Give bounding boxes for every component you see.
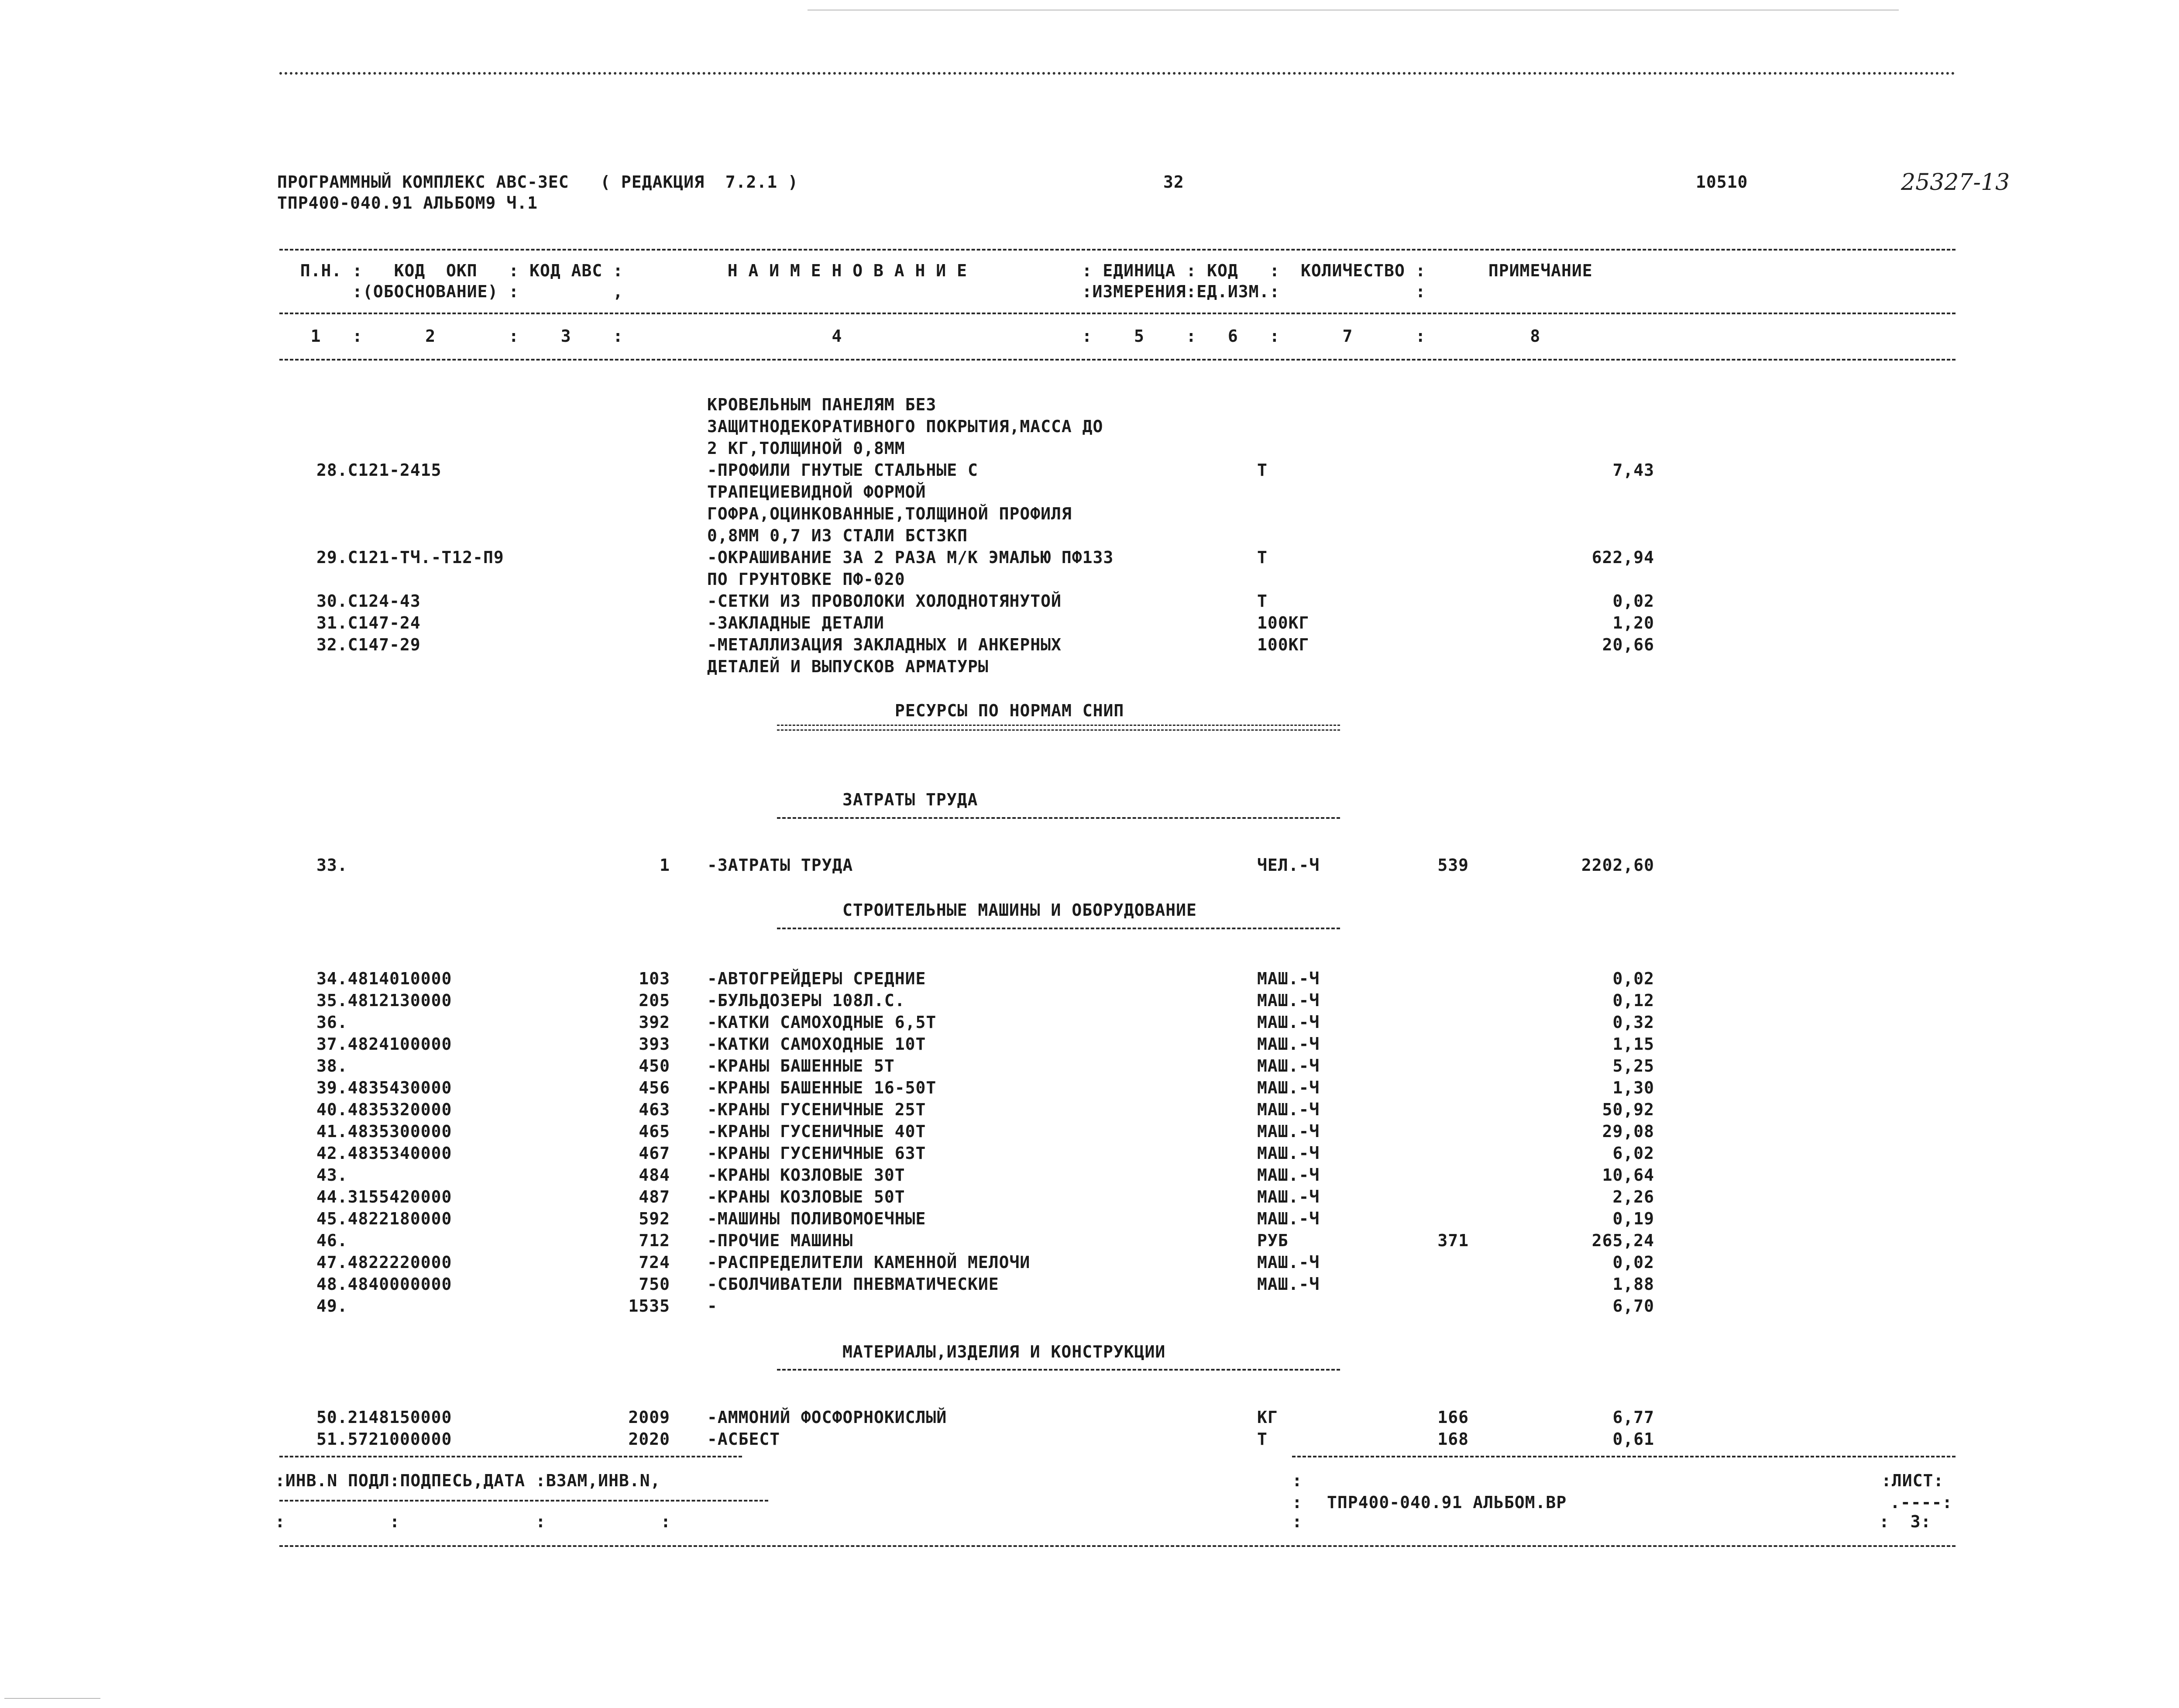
description-line: 2 КГ,ТОЛЩИНОЙ 0,8ММ	[707, 439, 905, 458]
quantity: 2,26	[1612, 1187, 1654, 1206]
header-rule-mid	[279, 313, 1956, 314]
row-number: 35.4812130000	[316, 991, 452, 1010]
item-name: -СБОЛЧИВАТЕЛИ ПНЕВМАТИЧЕСКИЕ	[707, 1275, 999, 1294]
quantity: 20,66	[1602, 635, 1654, 654]
abc-code: 487	[639, 1187, 670, 1206]
sheet-label: :ЛИСТ:	[1881, 1471, 1944, 1490]
unit: МАШ.-Ч	[1257, 1078, 1320, 1097]
row-number: 30.С124-43	[316, 591, 421, 611]
abc-code: 456	[639, 1078, 670, 1097]
header-rule-top	[279, 249, 1956, 251]
unit: МАШ.-Ч	[1257, 991, 1320, 1010]
unit: МАШ.-Ч	[1257, 1100, 1320, 1119]
quantity: 1,88	[1612, 1275, 1654, 1294]
row-number: 45.4822180000	[316, 1209, 452, 1228]
item-name: -ОКРАШИВАНИЕ ЗА 2 РАЗА М/К ЭМАЛЬЮ ПФ133	[707, 548, 1114, 567]
unit: МАШ.-Ч	[1257, 1275, 1320, 1294]
row-number: 43.	[316, 1165, 348, 1185]
section-title-resources: РЕСУРСЫ ПО НОРМАМ СНИП	[895, 701, 1124, 720]
row-number: 44.3155420000	[316, 1187, 452, 1206]
abc-code: 393	[639, 1034, 670, 1054]
quantity: 2202,60	[1581, 856, 1654, 875]
footer-divider-2: :	[1292, 1493, 1303, 1512]
unit: 100КГ	[1257, 635, 1309, 654]
quantity: 7,43	[1612, 461, 1654, 480]
unit-code: 168	[1437, 1430, 1469, 1449]
footer-left-title: :ИНВ.N ПОДЛ:ПОДПЕСЬ,ДАТА :ВЗАМ,ИНВ.N,	[275, 1471, 661, 1490]
abc-code: 592	[639, 1209, 670, 1228]
row-number: 39.4835430000	[316, 1078, 452, 1097]
item-name: -	[707, 1296, 718, 1316]
unit: МАШ.-Ч	[1257, 1209, 1320, 1228]
unit: Т	[1257, 1430, 1268, 1449]
item-name: -КРАНЫ КОЗЛОВЫЕ 50Т	[707, 1187, 905, 1206]
sheet-number: : 3:	[1879, 1512, 1932, 1531]
quantity: 0,32	[1612, 1013, 1654, 1032]
item-name: -ПРОФИЛИ ГНУТЫЕ СТАЛЬНЫЕ С	[707, 461, 978, 480]
quantity: 50,92	[1602, 1100, 1654, 1119]
abc-code: 392	[639, 1013, 670, 1032]
row-number: 36.	[316, 1013, 348, 1032]
item-name: -АСБЕСТ	[707, 1430, 780, 1449]
unit: МАШ.-Ч	[1257, 1187, 1320, 1206]
item-name: ГОФРА,ОЦИНКОВАННЫЕ,ТОЛЩИНОЙ ПРОФИЛЯ	[707, 504, 1072, 523]
section-underline-labor	[777, 817, 1340, 819]
unit: МАШ.-Ч	[1257, 1165, 1320, 1185]
header-line-1: ПРОГРАММНЫЙ КОМПЛЕКС АВС-3ЕС ( РЕДАКЦИЯ 7.2.1 )	[277, 172, 798, 192]
footer-divider-1: :	[1292, 1471, 1303, 1490]
quantity: 6,70	[1612, 1296, 1654, 1316]
abc-code: 1	[660, 856, 670, 875]
item-name: ДЕТАЛЕЙ И ВЫПУСКОВ АРМАТУРЫ	[707, 657, 989, 676]
abc-code: 463	[639, 1100, 670, 1119]
quantity: 1,20	[1612, 613, 1654, 632]
unit: Т	[1257, 591, 1268, 611]
section-title-materials: МАТЕРИАЛЫ,ИЗДЕЛИЯ И КОНСТРУКЦИИ	[842, 1342, 1166, 1361]
abc-code: 450	[639, 1056, 670, 1076]
item-name: -МЕТАЛЛИЗАЦИЯ ЗАКЛАДНЫХ И АНКЕРНЫХ	[707, 635, 1062, 654]
item-name: -БУЛЬДОЗЕРЫ 108Л.С.	[707, 991, 905, 1010]
item-name: -АВТОГРЕЙДЕРЫ СРЕДНИЕ	[707, 969, 926, 988]
row-number: 49.	[316, 1296, 348, 1316]
sheet-separator: .----:	[1890, 1493, 1953, 1512]
quantity: 0,02	[1612, 969, 1654, 988]
unit: МАШ.-Ч	[1257, 1013, 1320, 1032]
quantity: 265,24	[1591, 1231, 1654, 1250]
item-name: -КРАНЫ ГУСЕНИЧНЫЕ 63Т	[707, 1144, 926, 1163]
unit: КГ	[1257, 1408, 1278, 1427]
item-name: -АММОНИЙ ФОСФОРНОКИСЛЫЙ	[707, 1408, 947, 1427]
section-underline-materials	[777, 1369, 1340, 1371]
punch-marks-row	[279, 72, 1956, 75]
quantity: 6,77	[1612, 1408, 1654, 1427]
row-number: 37.4824100000	[316, 1034, 452, 1054]
item-name: -КРАНЫ ГУСЕНИЧНЫЕ 25Т	[707, 1100, 926, 1119]
abc-code: 2020	[628, 1430, 670, 1449]
abc-code: 205	[639, 991, 670, 1010]
abc-code: 1535	[628, 1296, 670, 1316]
unit-code: 371	[1437, 1231, 1469, 1250]
item-name: -КРАНЫ КОЗЛОВЫЕ 30Т	[707, 1165, 905, 1185]
item-name: -КРАНЫ ГУСЕНИЧНЫЕ 40Т	[707, 1122, 926, 1141]
column-headers-row2: :(ОБОСНОВАНИЕ) : , :ИЗМЕРЕНИЯ:ЕД.ИЗМ.: :	[279, 282, 1426, 301]
column-headers-row1: П.Н. : КОД ОКП : КОД АВС : Н А И М Е Н О В А Н И Е : ЕДИНИЦА : КОД : КОЛИЧЕСТВО : ПРИМЕЧАНИЕ	[279, 261, 1593, 280]
quantity: 622,94	[1591, 548, 1654, 567]
row-number: 48.4840000000	[316, 1275, 452, 1294]
item-name: -КРАНЫ БАШЕННЫЕ 5Т	[707, 1056, 895, 1076]
quantity: 1,15	[1612, 1034, 1654, 1054]
unit-code: 539	[1437, 856, 1469, 875]
abc-code: 467	[639, 1144, 670, 1163]
row-number: 29.С121-ТЧ.-Т12-П9	[316, 548, 504, 567]
item-name: ПО ГРУНТОВКЕ ПФ-020	[707, 570, 905, 589]
row-number: 38.	[316, 1056, 348, 1076]
unit: Т	[1257, 461, 1268, 480]
page-number: 32	[1163, 172, 1184, 192]
row-number: 40.4835320000	[316, 1100, 452, 1119]
quantity: 0,19	[1612, 1209, 1654, 1228]
unit: 100КГ	[1257, 613, 1309, 632]
description-line: КРОВЕЛЬНЫМ ПАНЕЛЯМ БЕЗ	[707, 395, 937, 414]
row-number: 50.2148150000	[316, 1408, 452, 1427]
description-line: ЗАЩИТНОДЕКОРАТИВНОГО ПОКРЫТИЯ,МАССА ДО	[707, 417, 1103, 436]
unit: МАШ.-Ч	[1257, 1144, 1320, 1163]
item-name: -КАТКИ САМОХОДНЫЕ 6,5Т	[707, 1013, 937, 1032]
quantity: 0,02	[1612, 1253, 1654, 1272]
abc-code: 2009	[628, 1408, 670, 1427]
unit: ЧЕЛ.-Ч	[1257, 856, 1320, 875]
quantity: 6,02	[1612, 1144, 1654, 1163]
unit: МАШ.-Ч	[1257, 969, 1320, 988]
row-number: 28.С121-2415	[316, 461, 442, 480]
section-title-machines: СТРОИТЕЛЬНЫЕ МАШИНЫ И ОБОРУДОВАНИЕ	[842, 900, 1197, 920]
item-name: -СЕТКИ ИЗ ПРОВОЛОКИ ХОЛОДНОТЯНУТОЙ	[707, 591, 1062, 611]
section-underline-resources	[777, 725, 1340, 731]
unit: МАШ.-Ч	[1257, 1034, 1320, 1054]
quantity: 29,08	[1602, 1122, 1654, 1141]
header-line-2: ТПР400-040.91 АЛЬБОМ9 Ч.1	[277, 193, 538, 213]
item-name: -КРАНЫ БАШЕННЫЕ 16-50Т	[707, 1078, 937, 1097]
unit: МАШ.-Ч	[1257, 1122, 1320, 1141]
item-name: -ПРОЧИЕ МАШИНЫ	[707, 1231, 853, 1250]
abc-code: 712	[639, 1231, 670, 1250]
header-code: 10510	[1696, 172, 1748, 192]
header-rule-bottom	[279, 359, 1956, 361]
section-underline-machines	[777, 928, 1340, 929]
item-name: -ЗАТРАТЫ ТРУДА	[707, 856, 853, 875]
item-name: -РАСПРЕДЕЛИТЕЛИ КАМЕННОЙ МЕЛОЧИ	[707, 1253, 1031, 1272]
footer-rule-bottom	[279, 1545, 1956, 1547]
row-number: 32.С147-29	[316, 635, 421, 654]
item-name: -КАТКИ САМОХОДНЫЕ 10Т	[707, 1034, 926, 1054]
row-number: 31.С147-24	[316, 613, 421, 632]
unit: МАШ.-Ч	[1257, 1253, 1320, 1272]
footer-rule-left-top	[279, 1456, 742, 1457]
quantity: 10,64	[1602, 1165, 1654, 1185]
abc-code: 724	[639, 1253, 670, 1272]
unit: Т	[1257, 548, 1268, 567]
row-number: 41.4835300000	[316, 1122, 452, 1141]
item-name: -МАШИНЫ ПОЛИВОМОЕЧНЫЕ	[707, 1209, 926, 1228]
quantity: 1,30	[1612, 1078, 1654, 1097]
row-number: 46.	[316, 1231, 348, 1250]
quantity: 0,61	[1612, 1430, 1654, 1449]
row-number: 34.4814010000	[316, 969, 452, 988]
section-title-labor: ЗАТРАТЫ ТРУДА	[842, 790, 978, 809]
item-name: -ЗАКЛАДНЫЕ ДЕТАЛИ	[707, 613, 884, 632]
abc-code: 103	[639, 969, 670, 988]
row-number: 42.4835340000	[316, 1144, 452, 1163]
scan-artifact-bottom	[4, 1698, 100, 1699]
row-number: 47.4822220000	[316, 1253, 452, 1272]
abc-code: 465	[639, 1122, 670, 1141]
unit: МАШ.-Ч	[1257, 1056, 1320, 1076]
unit: РУБ	[1257, 1231, 1289, 1250]
abc-code: 484	[639, 1165, 670, 1185]
quantity: 0,12	[1612, 991, 1654, 1010]
footer-rule-left-mid	[279, 1500, 768, 1502]
footer-rule-right-top	[1292, 1456, 1956, 1457]
document-code: ТПР400-040.91 АЛЬБОМ.ВР	[1327, 1493, 1567, 1512]
footer-left-cells: : : : :	[275, 1512, 671, 1531]
unit-code: 166	[1437, 1408, 1469, 1427]
column-numbers-row: 1 : 2 : 3 : 4 : 5 : 6 : 7 : 8	[279, 326, 1541, 346]
handwritten-number: 25327-13	[1901, 169, 2010, 196]
row-number: 51.5721000000	[316, 1430, 452, 1449]
footer-divider-3: :	[1292, 1512, 1303, 1531]
abc-code: 750	[639, 1275, 670, 1294]
row-number: 33.	[316, 856, 348, 875]
quantity: 0,02	[1612, 591, 1654, 611]
quantity: 5,25	[1612, 1056, 1654, 1076]
item-name: ТРАПЕЦИЕВИДНОЙ ФОРМОЙ	[707, 482, 926, 502]
item-name: 0,8ММ 0,7 ИЗ СТАЛИ БСТ3КП	[707, 526, 968, 545]
